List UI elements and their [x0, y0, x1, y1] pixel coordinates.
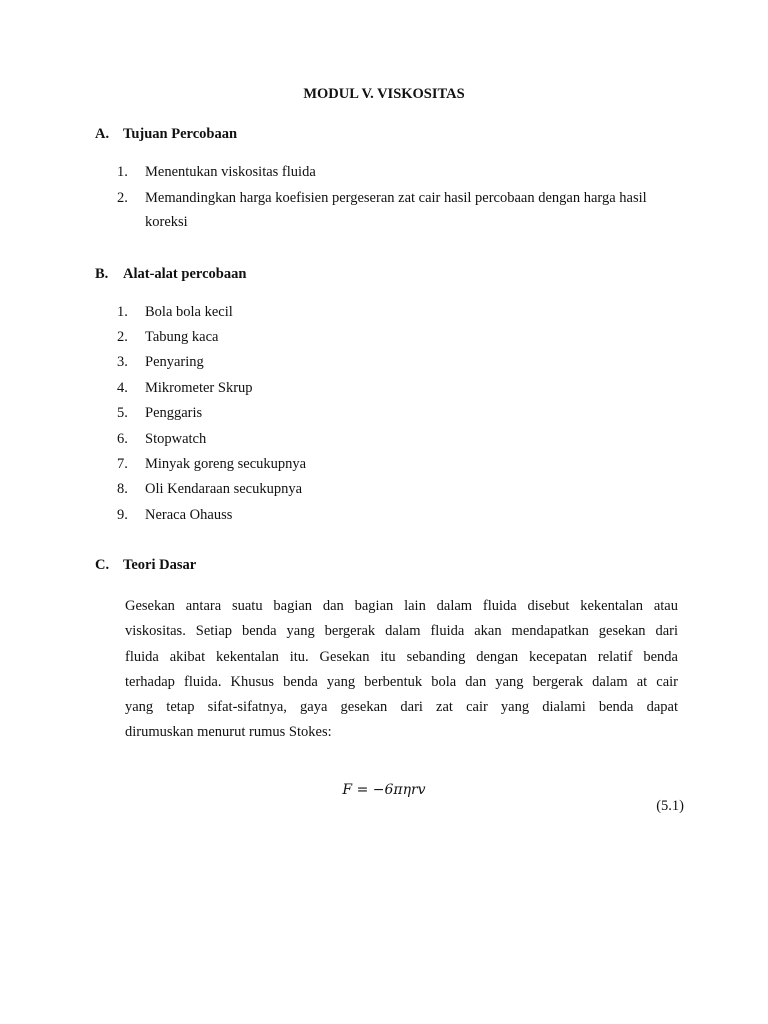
- paragraph-line: terhadap fluida. Khusus benda yang berbentuk bola dan yang bergerak dalam at cair: [125, 674, 678, 690]
- list-item-text: Minyak goreng secukupnya: [145, 456, 307, 472]
- list-item-number: 1.: [117, 164, 128, 180]
- list-item-number: 7.: [117, 456, 128, 472]
- section-b-heading: [95, 266, 246, 283]
- list-item: [117, 379, 253, 398]
- section-c-title: Teori Dasar: [123, 557, 197, 573]
- list-item-text: Bola bola kecil: [145, 304, 233, 320]
- list-item-number: 2.: [117, 329, 128, 345]
- list-item-text: Penyaring: [145, 354, 204, 370]
- list-item-number: 5.: [117, 405, 128, 421]
- list-item: [117, 303, 233, 322]
- list-item: [117, 163, 316, 182]
- list-item-text: Stopwatch: [145, 431, 207, 447]
- list-item: [117, 353, 204, 372]
- section-c-letter: C.: [95, 557, 110, 573]
- list-item-text: Penggaris: [145, 405, 203, 421]
- list-item: [117, 189, 647, 208]
- section-b-letter: B.: [95, 266, 109, 282]
- list-item: [117, 455, 306, 474]
- equation-number: (5.1): [656, 798, 684, 814]
- section-a-title: Tujuan Percobaan: [123, 126, 238, 142]
- list-item-number: 2.: [117, 190, 128, 206]
- section-a-letter: A.: [95, 126, 110, 142]
- list-item: [117, 430, 206, 449]
- paragraph-line: dirumuskan menurut rumus Stokes:: [125, 724, 332, 740]
- page-title: MODUL V. VISKOSITAS: [303, 86, 465, 102]
- list-item-number: 8.: [117, 481, 128, 497]
- paragraph-line: Gesekan antara suatu bagian dan bagian lain dalam fluida disebut kekentalan atau: [125, 598, 678, 614]
- list-item: [117, 506, 232, 525]
- list-item-text: Memandingkan harga koefisien pergeseran zat cair hasil percobaan dengan harga hasil: [145, 190, 647, 206]
- list-item-number: 3.: [117, 354, 128, 370]
- list-item-text: Oli Kendaraan secukupnya: [145, 481, 303, 497]
- list-item-text: Menentukan viskositas fluida: [145, 164, 316, 180]
- section-c-heading: [95, 557, 196, 574]
- list-item-number: 1.: [117, 304, 128, 320]
- list-item-continuation: koreksi: [145, 214, 188, 230]
- list-item: [117, 480, 302, 499]
- list-item-text: Neraca Ohauss: [145, 507, 233, 523]
- list-item: [117, 404, 202, 423]
- paragraph-line: viskositas. Setiap benda yang bergerak dalam fluida akan mendapatkan gesekan dari: [125, 623, 678, 639]
- list-item-number: 4.: [117, 380, 128, 396]
- list-item-text: Tabung kaca: [145, 329, 219, 345]
- list-item-text: Mikrometer Skrup: [145, 380, 253, 396]
- list-item: [117, 328, 218, 347]
- list-item-number: 9.: [117, 507, 128, 523]
- stokes-equation: F = −6πηrv: [342, 782, 426, 798]
- section-a-heading: [95, 126, 237, 143]
- paragraph-line: yang tetap sifat-sifatnya, gaya gesekan dari zat cair yang dialami benda dapat: [125, 699, 678, 715]
- section-b-title: Alat-alat percobaan: [123, 266, 247, 282]
- paragraph-line: fluida akibat kekentalan itu. Gesekan itu sebanding dengan kecepatan relatif benda: [125, 649, 678, 665]
- list-item-number: 6.: [117, 431, 128, 447]
